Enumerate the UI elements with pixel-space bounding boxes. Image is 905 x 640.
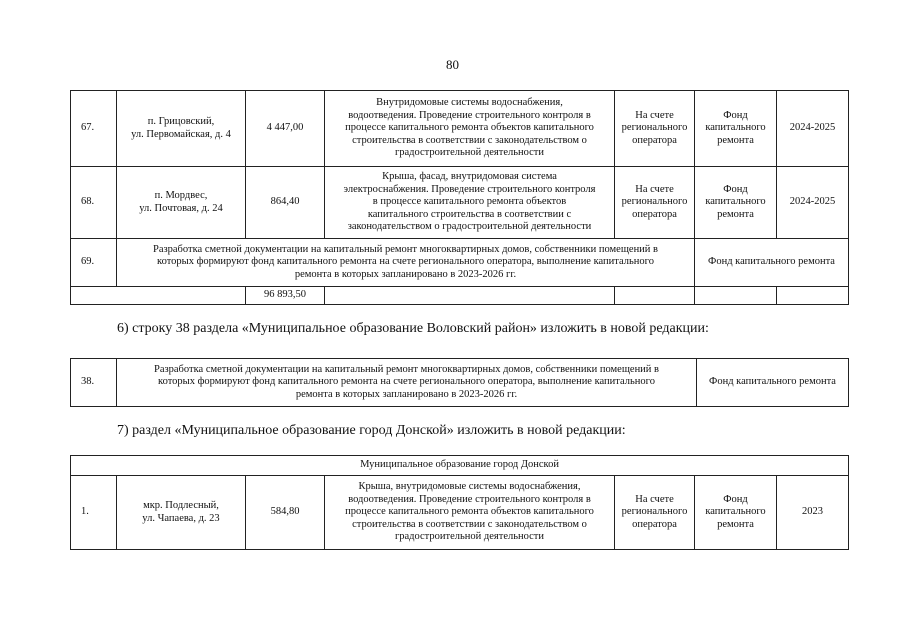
empty-cell: [615, 287, 695, 305]
section-title-row: [71, 456, 849, 476]
works-table: [70, 90, 849, 305]
table-row: [71, 239, 849, 287]
table-row: [71, 91, 849, 167]
works-cell: Разработка сметной документации на капитальный ремонт многоквартирных домов, собственники помещений в которых формируют фонд капитального ремонта на счете регионального оператора, выполнение капитального ремонта в которых запланировано в 2023-2026 гг.: [117, 239, 695, 287]
page-number: 80: [446, 57, 459, 72]
empty-cell: [71, 287, 246, 305]
works-cell: Крыша, внутридомовые системы водоснабжения, водоотведения. Проведение строительного контроля в процессе капитального ремонта объектов капитального строительства в соответствии с законодательством о градостроительной деятельности: [325, 476, 615, 550]
fund-cell: Фонд капитального ремонта: [697, 359, 849, 407]
fund-cell: Фонд капитального ремонта: [695, 91, 777, 167]
source-cell: На счете регионального оператора: [615, 167, 695, 239]
paragraph-7: 7) раздел «Муниципальное образование город Донской» изложить в новой редакции:: [117, 423, 626, 438]
fund-cell: Фонд капитального ремонта: [695, 239, 849, 287]
fund-cell: Фонд капитального ремонта: [695, 476, 777, 550]
empty-cell: [695, 287, 777, 305]
works-cell: Внутридомовые системы водоснабжения, водоотведения. Проведение строительного контроля в процессе капитального ремонта объектов капитального строительства в соответствии с законодательством о градостроительной деятельности: [325, 91, 615, 167]
donskoy-table: [70, 455, 849, 550]
works-cell: Крыша, фасад, внутридомовая система электроснабжения. Проведение строительного контроля в процессе капитального ремонта объектов капитального строительства в соответствии с законодательством о градостроительной деятельности: [325, 167, 615, 239]
table-row: [71, 167, 849, 239]
empty-cell: [777, 287, 849, 305]
table-row: [71, 359, 849, 407]
row-number: 68.: [71, 167, 117, 239]
address-cell: п. Мордвес, ул. Почтовая, д. 24: [117, 167, 246, 239]
row-number: 67.: [71, 91, 117, 167]
total-cost: 96 893,50: [246, 287, 325, 305]
replacement-table-38: [70, 358, 849, 407]
source-cell: На счете регионального оператора: [615, 91, 695, 167]
period-cell: 2024-2025: [777, 91, 849, 167]
period-cell: 2024-2025: [777, 167, 849, 239]
row-number: 38.: [71, 359, 117, 407]
section-title: Муниципальное образование город Донской: [71, 456, 849, 476]
source-cell: На счете регионального оператора: [615, 476, 695, 550]
address-cell: п. Грицовский, ул. Первомайская, д. 4: [117, 91, 246, 167]
total-row: [71, 287, 849, 305]
period-cell: 2023: [777, 476, 849, 550]
fund-cell: Фонд капитального ремонта: [695, 167, 777, 239]
row-number: 1.: [71, 476, 117, 550]
cost-cell: 864,40: [246, 167, 325, 239]
row-number: 69.: [71, 239, 117, 287]
address-cell: мкр. Подлесный, ул. Чапаева, д. 23: [117, 476, 246, 550]
paragraph-6: 6) строку 38 раздела «Муниципальное образование Воловский район» изложить в новой редакции:: [117, 321, 709, 336]
works-cell: Разработка сметной документации на капитальный ремонт многоквартирных домов, собственники помещений в которых формируют фонд капитального ремонта на счете регионального оператора, выполнение капитального ремонта в которых запланировано в 2023-2026 гг.: [117, 359, 697, 407]
table-row: [71, 476, 849, 550]
empty-cell: [325, 287, 615, 305]
cost-cell: 4 447,00: [246, 91, 325, 167]
cost-cell: 584,80: [246, 476, 325, 550]
